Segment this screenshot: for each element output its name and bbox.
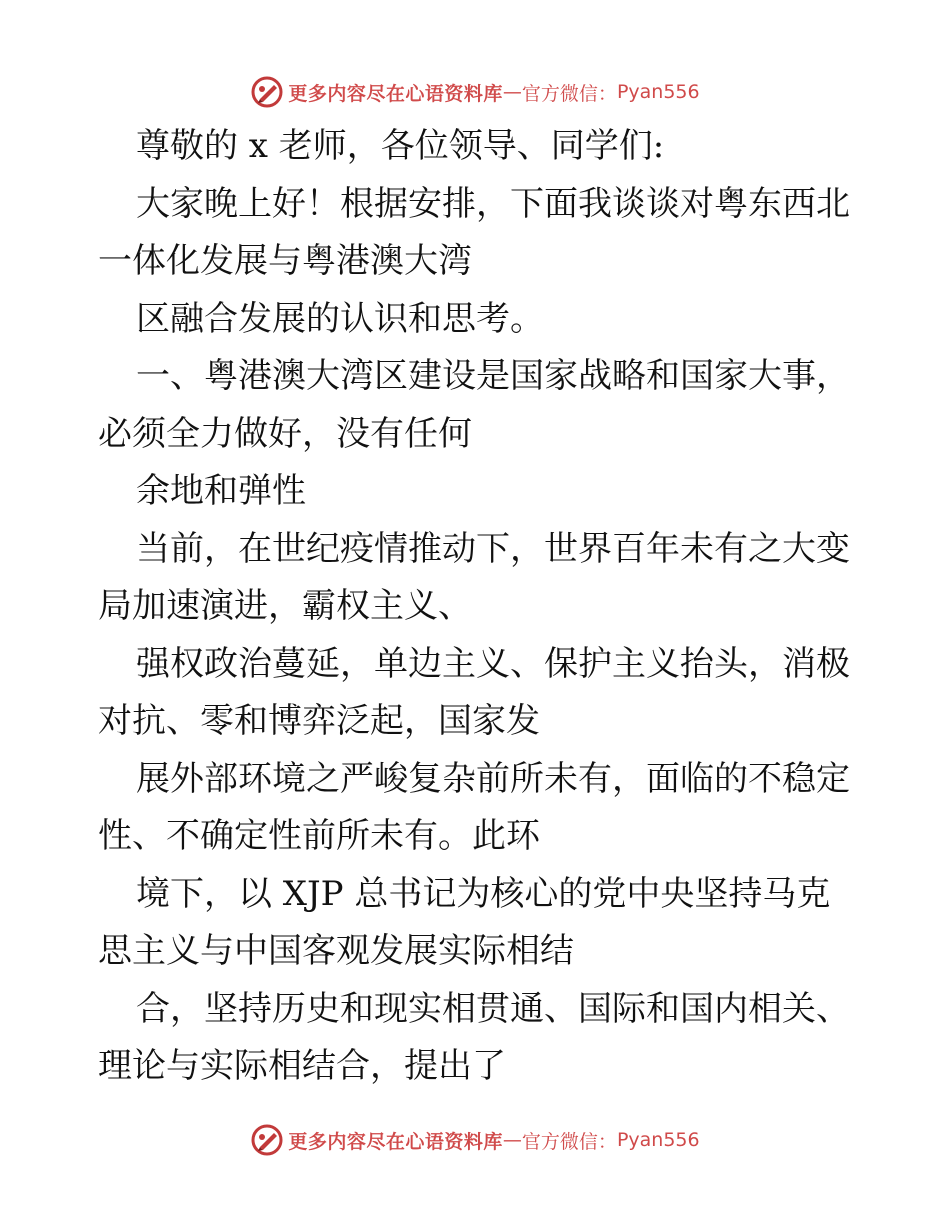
text-line: 必须全力做好，没有任何 [98,413,472,454]
header-watermark [0,72,950,112]
watermark-side-text: 官方微信： [521,1130,617,1153]
text-line: 尊敬的 x 老师，各位领导、同学们: [136,126,665,166]
text-line: 思主义与中国客观发展实际相结 [98,931,574,971]
text-line: 境下，以 XJP 总书记为核心的党中央坚持马克 [136,873,831,914]
text-line: 一、粤港澳大湾区建设是国家战略和国家大事， [136,356,850,396]
pen-logo-icon [250,1123,284,1157]
watermark-dash: — [502,1129,522,1151]
document-body [98,118,858,1096]
text-line: 对抗、零和博弈泛起，国家发 [98,701,540,741]
text-line: 当前，在世纪疫情推动下，世界百年未有之大变 [136,528,850,569]
pen-logo-icon [250,75,284,109]
text-line: 余地和弹性 [136,471,306,511]
text-line: 强权政治蔓延，单边主义、保护主义抬头，消极 [136,643,850,684]
text-line: 区融合发展的认识和思考。 [136,298,544,339]
footer-watermark [0,1120,950,1160]
text-line: 一体化发展与粤港澳大湾 [98,241,472,281]
text-line: 理论与实际相结合，提出了 [98,1046,506,1086]
watermark-wechat-id: Pyan556 [616,1129,700,1151]
watermark-main-text: 更多内容尽在心语资料库 [288,1130,503,1153]
text-line: 局加速演进，霸权主义、 [98,586,472,626]
text-line: 大家晚上好！根据安排，下面我谈谈对粤东西北 [136,183,850,224]
text-line: 展外部环境之严峻复杂前所未有，面临的不稳定 [136,758,850,799]
watermark-side-text: 官方微信： [521,82,617,105]
text-line: 合，坚持历史和现实相贯通、国际和国内相关、 [136,988,850,1029]
watermark-wechat-id: Pyan556 [616,81,700,103]
text-line: 性、不确定性前所未有。此环 [98,816,540,856]
watermark-dash: — [502,81,522,103]
watermark-main-text: 更多内容尽在心语资料库 [288,82,503,105]
